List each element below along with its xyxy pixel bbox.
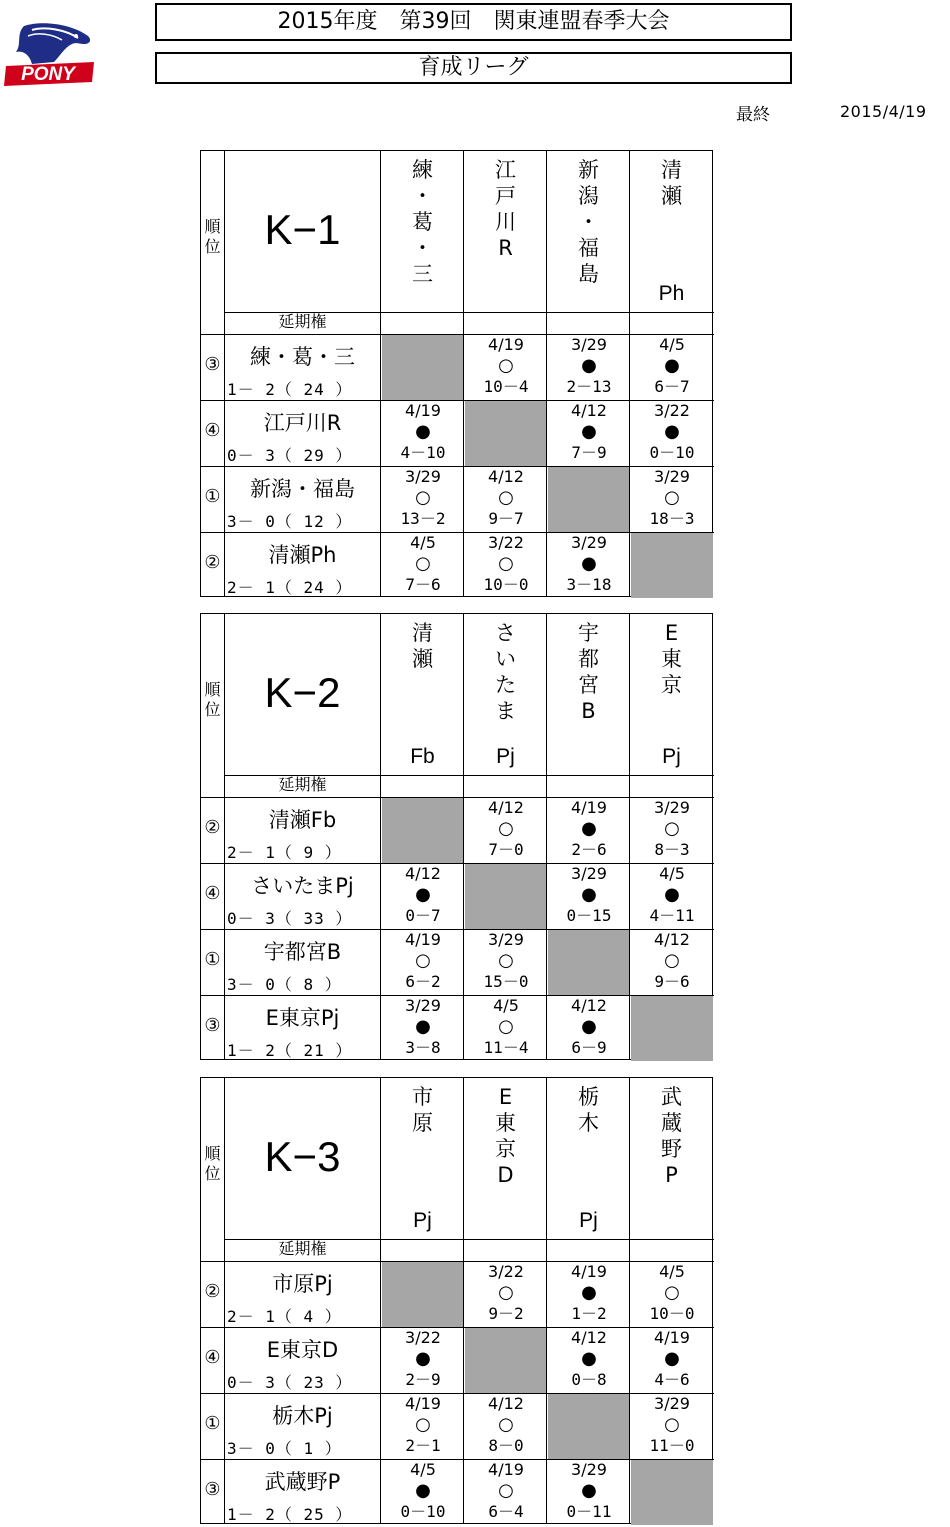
match-date: 4/5 <box>659 1262 685 1281</box>
opponent-header-char: ま <box>495 699 516 723</box>
status-label: 最終 <box>736 105 770 125</box>
match-date: 4/19 <box>405 1394 441 1413</box>
match-result-cell <box>548 1262 630 1323</box>
match-score: 4－6 <box>654 1370 690 1389</box>
match-result-cell <box>548 996 630 1057</box>
opponent-header-char: 川 <box>495 210 516 234</box>
match-result-cell <box>382 930 464 991</box>
opponent-header-char: R <box>498 236 513 260</box>
rank-header-char: 順 <box>204 217 221 236</box>
match-result-cell <box>631 864 713 925</box>
opponent-header-char: 島 <box>578 262 599 286</box>
rank-header <box>201 1144 224 1184</box>
postpone-right-label: 延期権 <box>278 775 327 794</box>
loss-mark: ● <box>415 421 431 442</box>
team-name: 武蔵野P <box>264 1470 341 1494</box>
match-score: 0－15 <box>566 906 612 925</box>
opponent-header-char: 武 <box>661 1085 682 1109</box>
opponent-header <box>464 1084 547 1234</box>
match-date: 3/29 <box>571 533 607 552</box>
team-name: E東京D <box>266 1338 339 1362</box>
loss-mark: ● <box>664 421 680 442</box>
match-score: 9－2 <box>488 1304 524 1323</box>
match-score: 7－0 <box>488 840 524 859</box>
match-date: 4/19 <box>488 1460 524 1479</box>
opponent-header-char: 京 <box>661 673 682 697</box>
opponent-header-char: 清 <box>661 158 682 182</box>
match-score: 8－0 <box>488 1436 524 1455</box>
postpone-right-label: 延期権 <box>278 1239 327 1258</box>
match-date: 4/12 <box>488 798 524 817</box>
win-mark: ○ <box>498 1480 514 1501</box>
match-result-cell <box>382 864 464 925</box>
opponent-header <box>381 157 464 307</box>
match-result-cell <box>548 1328 630 1389</box>
match-result-cell <box>382 467 464 528</box>
match-result-cell <box>465 1262 547 1323</box>
match-result-cell <box>465 1460 547 1521</box>
rank-mark: ④ <box>204 1347 221 1368</box>
postpone-right-label: 延期権 <box>278 312 327 331</box>
match-score: 10－4 <box>483 377 529 396</box>
match-score: 0－10 <box>400 1502 446 1521</box>
win-mark: ○ <box>498 1414 514 1435</box>
match-result-cell <box>382 1460 464 1521</box>
opponent-header-char: 瀬 <box>412 647 433 671</box>
win-mark: ○ <box>415 950 431 971</box>
league-table <box>200 150 713 597</box>
opponent-header-char: 木 <box>578 1111 599 1135</box>
team-name: E東京Pj <box>265 1006 340 1030</box>
opponent-header-char: 江 <box>495 158 516 182</box>
match-score: 7－9 <box>571 443 607 462</box>
match-date: 3/22 <box>488 1262 524 1281</box>
self-match-cell <box>465 1328 547 1393</box>
opponent-header-char: 野 <box>661 1137 682 1161</box>
opponent-header-char: 原 <box>412 1111 433 1135</box>
rank-mark: ② <box>204 817 221 838</box>
match-result-cell <box>631 467 713 528</box>
rank-mark: ③ <box>204 354 221 375</box>
match-result-cell <box>631 1394 713 1455</box>
opponent-header-char: た <box>495 673 516 697</box>
loss-mark: ● <box>581 1348 597 1369</box>
team-record: 3－ 0（ 12 ） <box>227 512 353 531</box>
self-match-cell <box>548 1394 630 1459</box>
self-match-cell <box>548 467 630 532</box>
rank-mark: ③ <box>204 1015 221 1036</box>
loss-mark: ● <box>581 884 597 905</box>
opponent-header-char: ・ <box>412 236 433 260</box>
team-record: 3－ 0（ 1 ） <box>227 1439 342 1458</box>
match-date: 3/29 <box>571 335 607 354</box>
match-date: 4/19 <box>571 798 607 817</box>
win-mark: ○ <box>664 818 680 839</box>
match-score: 8－3 <box>654 840 690 859</box>
opponent-header-char: 三 <box>412 262 433 286</box>
loss-mark: ● <box>581 1480 597 1501</box>
rank-mark: ④ <box>204 420 221 441</box>
match-date: 4/5 <box>410 1460 436 1479</box>
opponent-header <box>464 157 547 307</box>
team-name: 市原Pj <box>272 1272 333 1296</box>
loss-mark: ● <box>664 884 680 905</box>
rank-mark: ② <box>204 1281 221 1302</box>
league-name: K−1 <box>264 206 341 253</box>
page-title: 2015年度 第39回 関東連盟春季大会 <box>155 3 792 41</box>
self-match-cell <box>382 335 464 400</box>
loss-mark: ● <box>415 1480 431 1501</box>
win-mark: ○ <box>415 487 431 508</box>
self-match-cell <box>382 798 464 863</box>
win-mark: ○ <box>498 1282 514 1303</box>
loss-mark: ● <box>664 1348 680 1369</box>
match-score: 6－9 <box>571 1038 607 1057</box>
opponent-header-char: B <box>581 699 596 723</box>
opponent-header-char: 戸 <box>495 184 516 208</box>
league-name: K−3 <box>264 1133 341 1180</box>
match-result-cell <box>631 401 713 462</box>
match-score: 2－1 <box>405 1436 441 1455</box>
team-record: 1－ 2（ 21 ） <box>227 1041 353 1060</box>
match-score: 1－2 <box>571 1304 607 1323</box>
team-record: 0－ 3（ 23 ） <box>227 1373 353 1392</box>
match-date: 4/12 <box>488 467 524 486</box>
opponent-header-char: 葛 <box>412 210 433 234</box>
match-score: 0－8 <box>571 1370 607 1389</box>
opponent-header <box>630 157 713 307</box>
self-match-cell <box>631 996 713 1061</box>
loss-mark: ● <box>581 553 597 574</box>
match-date: 3/29 <box>571 864 607 883</box>
opponent-header-char: E <box>498 1085 513 1109</box>
match-date: 3/22 <box>405 1328 441 1347</box>
team-name: 宇都宮B <box>263 940 342 964</box>
match-date: 4/12 <box>571 1328 607 1347</box>
opponent-header-suffix: Fb <box>410 745 435 768</box>
match-result-cell <box>548 798 630 859</box>
match-result-cell <box>548 533 630 594</box>
team-name: 練・葛・三 <box>250 345 355 369</box>
match-date: 4/19 <box>654 1328 690 1347</box>
team-name: 栃木Pj <box>272 1404 333 1428</box>
opponent-header-suffix: Pj <box>496 745 515 768</box>
opponent-header-char: 京 <box>495 1137 516 1161</box>
rank-mark: ① <box>204 949 221 970</box>
match-score: 10－0 <box>483 575 529 594</box>
opponent-header-char: 潟 <box>578 184 599 208</box>
rank-mark: ④ <box>204 883 221 904</box>
team-record: 0－ 3（ 33 ） <box>227 909 353 928</box>
match-score: 4－10 <box>400 443 446 462</box>
match-score: 13－2 <box>400 509 446 528</box>
loss-mark: ● <box>415 1016 431 1037</box>
opponent-header-char: 宮 <box>578 673 599 697</box>
match-result-cell <box>631 930 713 991</box>
match-score: 0－10 <box>649 443 695 462</box>
loss-mark: ● <box>581 1282 597 1303</box>
match-date: 4/5 <box>493 996 519 1015</box>
match-score: 11－4 <box>483 1038 529 1057</box>
match-date: 4/5 <box>659 335 685 354</box>
match-date: 3/29 <box>405 467 441 486</box>
opponent-header <box>381 1084 464 1234</box>
match-date: 4/19 <box>571 1262 607 1281</box>
match-result-cell <box>631 1262 713 1323</box>
match-date: 3/29 <box>571 1460 607 1479</box>
win-mark: ○ <box>415 1414 431 1435</box>
match-date: 3/29 <box>405 996 441 1015</box>
opponent-header-char: 東 <box>495 1111 516 1135</box>
opponent-header <box>630 1084 713 1234</box>
match-date: 4/5 <box>410 533 436 552</box>
loss-mark: ● <box>581 1016 597 1037</box>
match-result-cell <box>631 335 713 396</box>
team-name: 清瀬Fb <box>268 808 337 832</box>
team-name: 新潟・福島 <box>250 477 355 501</box>
self-match-cell <box>548 930 630 995</box>
opponent-header-char: ・ <box>578 210 599 234</box>
rank-header-char: 位 <box>204 237 221 256</box>
league-table <box>200 1077 713 1524</box>
rank-mark: ① <box>204 486 221 507</box>
match-date: 3/29 <box>654 798 690 817</box>
win-mark: ○ <box>498 553 514 574</box>
win-mark: ○ <box>498 950 514 971</box>
loss-mark: ● <box>581 355 597 376</box>
match-result-cell <box>382 1328 464 1389</box>
rank-mark: ② <box>204 552 221 573</box>
opponent-header-char: 栃 <box>578 1085 599 1109</box>
match-score: 0－7 <box>405 906 441 925</box>
self-match-cell <box>631 1460 713 1525</box>
opponent-header <box>464 620 547 770</box>
opponent-header-char: 瀬 <box>661 184 682 208</box>
opponent-header-char: D <box>497 1163 514 1187</box>
win-mark: ○ <box>664 1282 680 1303</box>
match-score: 11－0 <box>649 1436 695 1455</box>
match-result-cell <box>631 798 713 859</box>
win-mark: ○ <box>498 1016 514 1037</box>
match-date: 4/12 <box>488 1394 524 1413</box>
self-match-cell <box>465 401 547 466</box>
rank-mark: ① <box>204 1413 221 1434</box>
match-score: 2－9 <box>405 1370 441 1389</box>
loss-mark: ● <box>664 355 680 376</box>
match-score: 0－11 <box>566 1502 612 1521</box>
match-result-cell <box>465 996 547 1057</box>
match-score: 6－2 <box>405 972 441 991</box>
match-date: 4/12 <box>405 864 441 883</box>
match-score: 10－0 <box>649 1304 695 1323</box>
opponent-header-char: ・ <box>412 184 433 208</box>
opponent-header-char: P <box>665 1163 678 1187</box>
opponent-header-char: 蔵 <box>661 1111 682 1135</box>
match-date: 3/29 <box>654 467 690 486</box>
league-subtitle: 育成リーグ <box>155 52 792 84</box>
opponent-header-suffix: Ph <box>658 282 685 305</box>
team-record: 0－ 3（ 29 ） <box>227 446 353 465</box>
team-record: 2－ 1（ 4 ） <box>227 1307 342 1326</box>
team-record: 1－ 2（ 24 ） <box>227 380 353 399</box>
opponent-header-char: 宇 <box>578 621 599 645</box>
match-result-cell <box>382 1394 464 1455</box>
match-score: 18－3 <box>649 509 695 528</box>
opponent-header-char: 東 <box>661 647 682 671</box>
match-result-cell <box>548 864 630 925</box>
match-date: 3/22 <box>654 401 690 420</box>
match-date: 4/12 <box>571 401 607 420</box>
match-score: 2－6 <box>571 840 607 859</box>
match-score: 15－0 <box>483 972 529 991</box>
match-result-cell <box>548 401 630 462</box>
opponent-header-suffix: Pj <box>413 1209 432 1232</box>
opponent-header-char: い <box>495 647 516 671</box>
match-score: 6－4 <box>488 1502 524 1521</box>
opponent-header-suffix: Pj <box>579 1209 598 1232</box>
team-name: 江戸川R <box>263 411 342 435</box>
self-match-cell <box>465 864 547 929</box>
team-name: さいたまPj <box>251 874 354 898</box>
loss-mark: ● <box>581 421 597 442</box>
opponent-header-char: 都 <box>578 647 599 671</box>
match-result-cell <box>382 996 464 1057</box>
match-score: 3－18 <box>566 575 612 594</box>
team-record: 1－ 2（ 25 ） <box>227 1505 353 1524</box>
team-record: 3－ 0（ 8 ） <box>227 975 342 994</box>
match-score: 2－13 <box>566 377 612 396</box>
match-date: 4/12 <box>571 996 607 1015</box>
match-date: 4/19 <box>405 930 441 949</box>
match-result-cell <box>465 798 547 859</box>
rank-header <box>201 680 224 720</box>
opponent-header-suffix: Pj <box>662 745 681 768</box>
match-result-cell <box>465 930 547 991</box>
rank-header-char: 順 <box>204 1144 221 1163</box>
match-score: 9－6 <box>654 972 690 991</box>
opponent-header <box>547 157 630 307</box>
league-table <box>200 613 713 1060</box>
pony-logo <box>2 22 98 88</box>
match-date: 4/12 <box>654 930 690 949</box>
match-score: 3－8 <box>405 1038 441 1057</box>
match-result-cell <box>465 335 547 396</box>
league-name: K−2 <box>264 669 341 716</box>
match-result-cell <box>382 401 464 462</box>
team-record: 2－ 1（ 9 ） <box>227 843 342 862</box>
match-score: 7－6 <box>405 575 441 594</box>
loss-mark: ● <box>415 884 431 905</box>
match-date: 3/29 <box>488 930 524 949</box>
match-result-cell <box>548 335 630 396</box>
svg-text:PONY: PONY <box>21 64 75 85</box>
match-result-cell <box>631 1328 713 1389</box>
opponent-header <box>547 620 630 770</box>
opponent-header-char: さ <box>495 621 516 645</box>
win-mark: ○ <box>498 487 514 508</box>
opponent-header-char: 清 <box>412 621 433 645</box>
match-result-cell <box>465 1394 547 1455</box>
opponent-header-char: 市 <box>412 1085 433 1109</box>
win-mark: ○ <box>498 818 514 839</box>
opponent-header <box>381 620 464 770</box>
team-record: 2－ 1（ 24 ） <box>227 578 353 597</box>
rank-mark: ③ <box>204 1479 221 1500</box>
win-mark: ○ <box>664 487 680 508</box>
match-date: 4/19 <box>488 335 524 354</box>
match-date: 4/5 <box>659 864 685 883</box>
loss-mark: ● <box>581 818 597 839</box>
match-score: 9－7 <box>488 509 524 528</box>
match-date: 3/29 <box>654 1394 690 1413</box>
match-result-cell <box>465 467 547 528</box>
rank-header-char: 順 <box>204 680 221 699</box>
update-date: 2015/4/19 <box>840 102 927 121</box>
rank-header-char: 位 <box>204 700 221 719</box>
opponent-header-char: 福 <box>578 236 599 260</box>
opponent-header <box>547 1084 630 1234</box>
opponent-header-char: 新 <box>578 158 599 182</box>
match-result-cell <box>465 533 547 594</box>
rank-header-char: 位 <box>204 1164 221 1183</box>
win-mark: ○ <box>415 553 431 574</box>
opponent-header-char: E <box>664 621 679 645</box>
match-date: 3/22 <box>488 533 524 552</box>
win-mark: ○ <box>498 355 514 376</box>
match-result-cell <box>382 533 464 594</box>
match-date: 4/19 <box>405 401 441 420</box>
self-match-cell <box>382 1262 464 1327</box>
win-mark: ○ <box>664 950 680 971</box>
opponent-header-char: 練 <box>412 158 433 182</box>
rank-header <box>201 217 224 257</box>
win-mark: ○ <box>664 1414 680 1435</box>
team-name: 清瀬Ph <box>268 543 337 567</box>
opponent-header <box>630 620 713 770</box>
match-score: 6－7 <box>654 377 690 396</box>
match-result-cell <box>548 1460 630 1521</box>
match-score: 4－11 <box>649 906 695 925</box>
loss-mark: ● <box>415 1348 431 1369</box>
self-match-cell <box>631 533 713 598</box>
